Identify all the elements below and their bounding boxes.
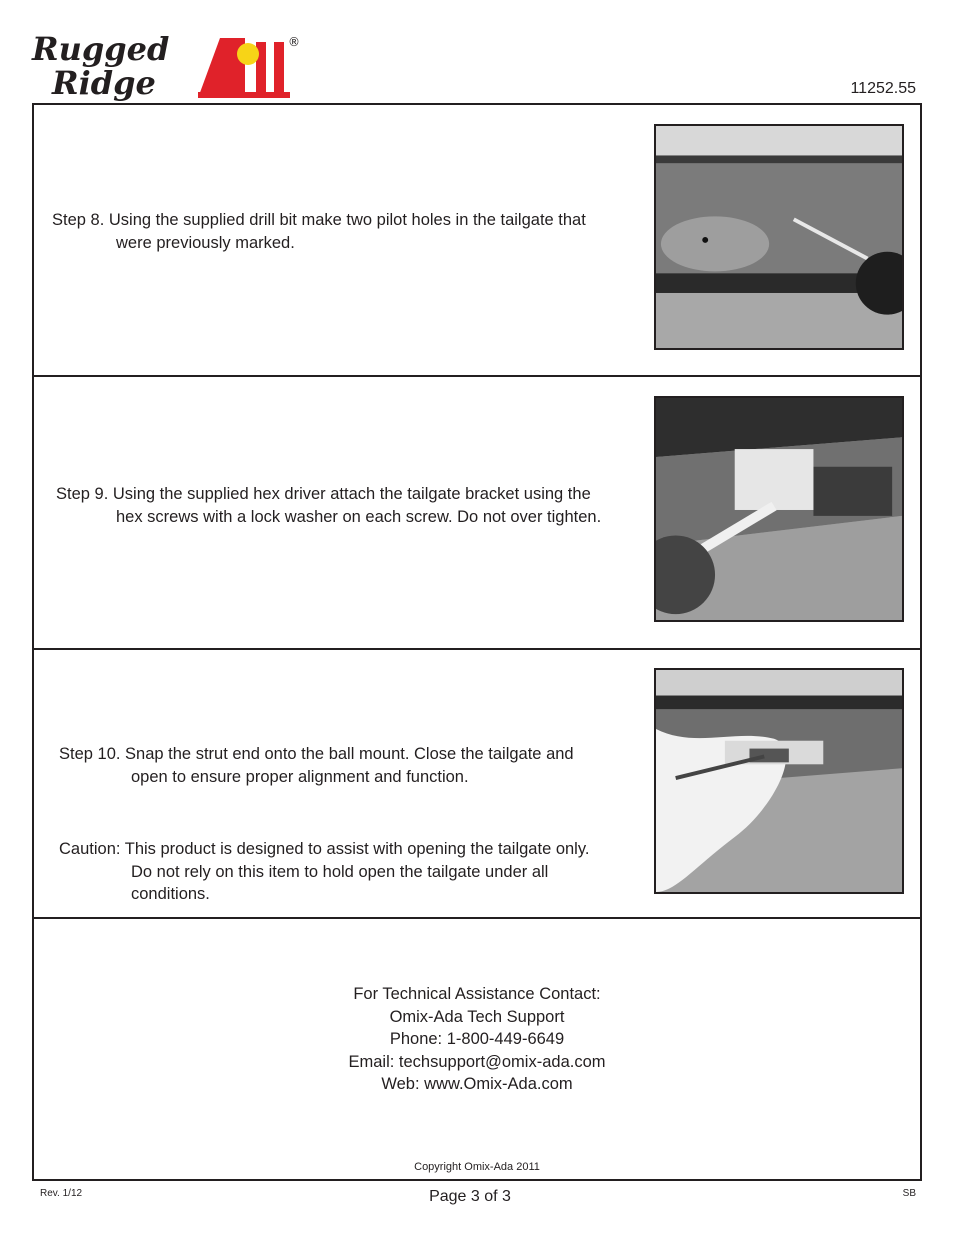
- caution-line1: Caution: This product is designed to assist with opening the tailgate only.: [59, 840, 590, 858]
- step-8-photo: [654, 124, 904, 350]
- step-8-text: [52, 209, 586, 254]
- step-8-line2: were previously marked.: [116, 233, 295, 252]
- step-10-line1: Step 10. Snap the strut end onto the ball mount. Close the tailgate and: [59, 745, 574, 763]
- step-10-section: [34, 648, 920, 919]
- instructions-frame: [32, 103, 922, 1181]
- contact-web: Web: www.Omix-Ada.com: [381, 1075, 573, 1093]
- part-number: 11252.55: [850, 80, 916, 97]
- contact-email: Email: techsupport@omix-ada.com: [348, 1052, 606, 1071]
- author-initials: SB: [902, 1188, 916, 1199]
- step-9-line2: hex screws with a lock washer on each screw. Do not over tighten.: [116, 507, 602, 526]
- rugged-ridge-logo: [30, 30, 305, 102]
- step-10-line2: open to ensure proper alignment and function.: [131, 767, 469, 786]
- contact-company: Omix-Ada Tech Support: [389, 1007, 565, 1026]
- contact-phone: Phone: 1-800-449-6649: [389, 1030, 565, 1048]
- contact-section: [34, 917, 920, 1179]
- step-10-photo: [654, 668, 904, 894]
- step-9-photo: [654, 396, 904, 622]
- step-10-text: [59, 743, 574, 788]
- step-9-text: [56, 483, 601, 528]
- step-9-section: [34, 375, 920, 650]
- contact-block: [34, 983, 920, 1096]
- caution-line3: conditions.: [131, 885, 210, 903]
- svg-text:Rugged: Rugged: [32, 30, 170, 68]
- caution-text: [59, 838, 589, 906]
- page-number: Page 3 of 3: [429, 1188, 511, 1205]
- svg-text:®: ®: [288, 35, 300, 49]
- step-8-section: [34, 105, 920, 377]
- step-9-line1: Step 9. Using the supplied hex driver attach the tailgate bracket using the: [56, 485, 591, 503]
- svg-text:Ridge: Ridge: [52, 64, 156, 102]
- contact-heading: For Technical Assistance Contact:: [353, 985, 601, 1003]
- step-8-line1: Step 8. Using the supplied drill bit make two pilot holes in the tailgate that: [52, 211, 586, 229]
- caution-line2: Do not rely on this item to hold open the tailgate under all: [131, 862, 549, 881]
- copyright: Copyright Omix-Ada 2011: [414, 1161, 540, 1173]
- revision-label: Rev. 1/12: [40, 1188, 83, 1199]
